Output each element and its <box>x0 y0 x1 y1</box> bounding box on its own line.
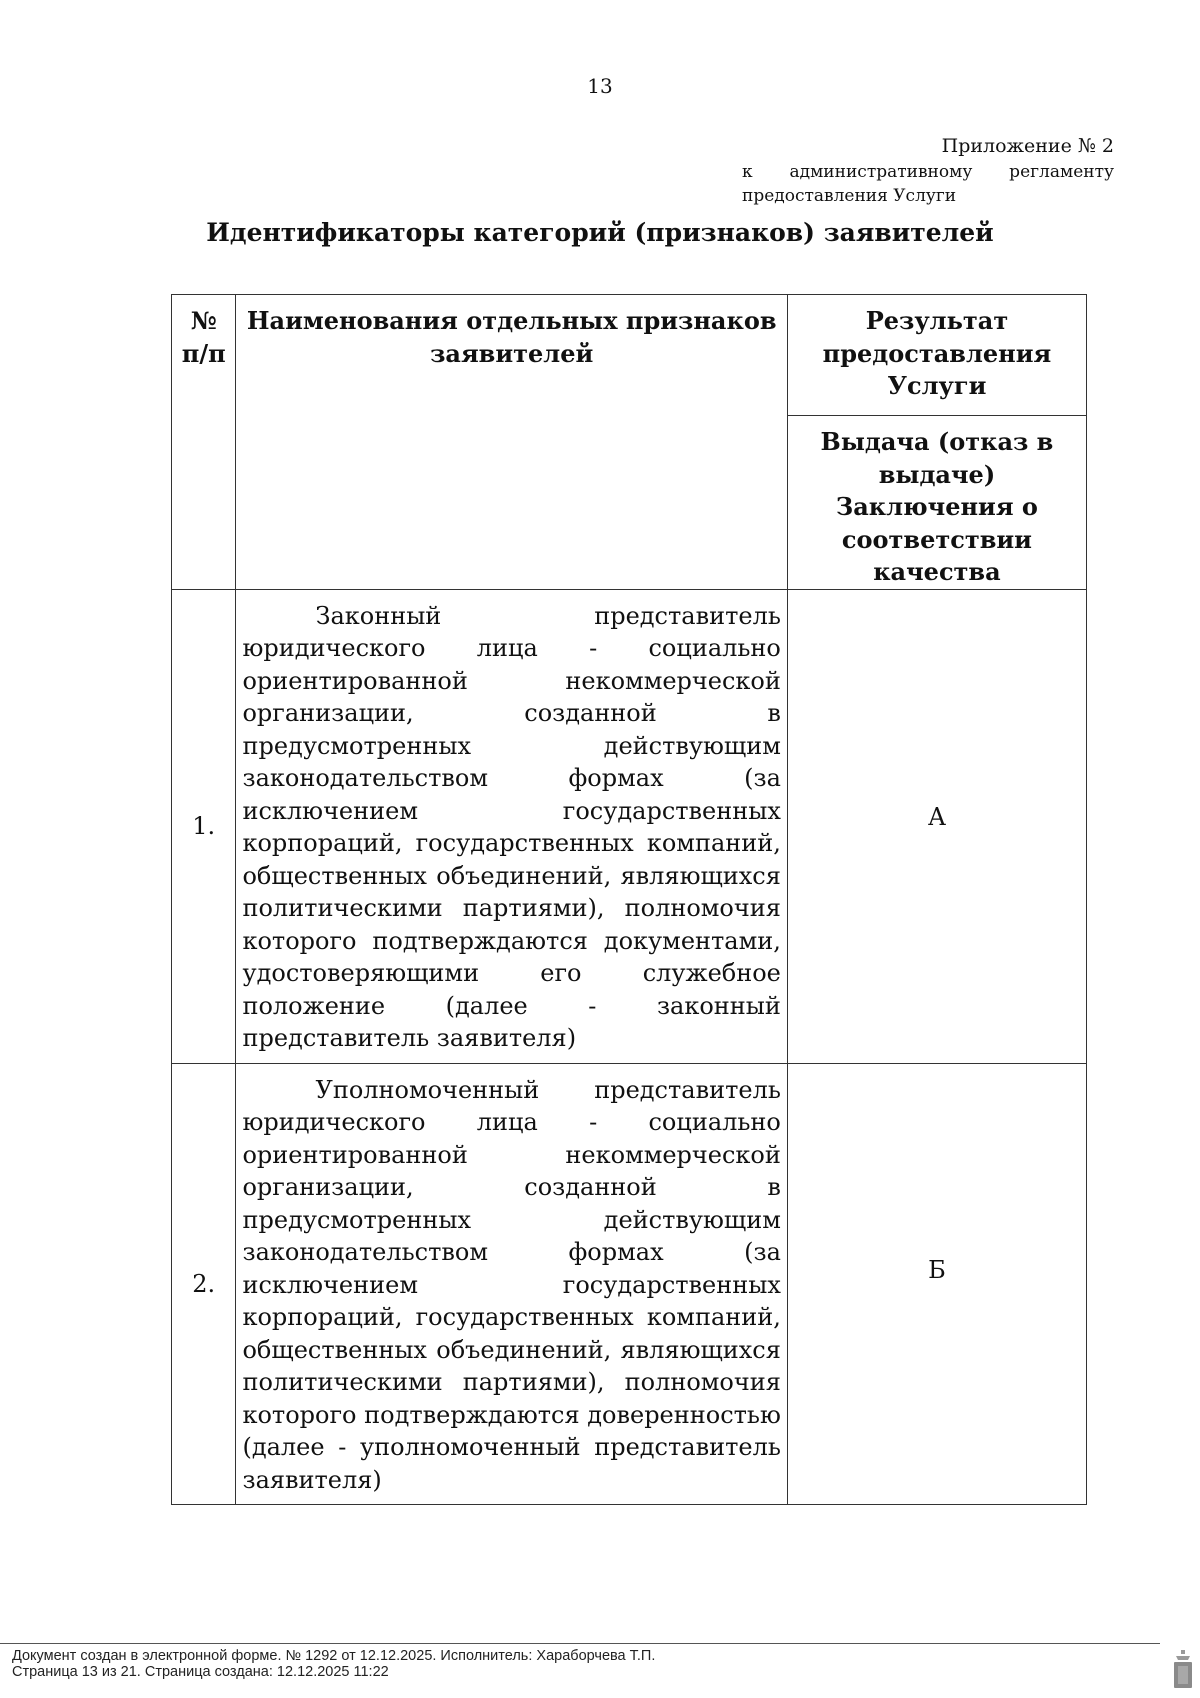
appendix-line-1: к административному регламенту <box>742 162 1114 182</box>
header-issue-line-1: Выдача (отказ в <box>820 427 1054 456</box>
description-line: законодательством формах (за <box>242 764 781 792</box>
table-row <box>172 1063 1087 1505</box>
description-line: представитель заявителя) <box>242 1024 577 1052</box>
description-line: Законный представитель <box>315 601 781 630</box>
header-result-line-1: Результат <box>865 306 1009 335</box>
description-line: ориентированной некоммерческой <box>242 666 781 695</box>
emblem-icon <box>1172 1648 1194 1690</box>
description-line: организации, созданной в <box>242 699 781 727</box>
description-line: предусмотренных действующим <box>242 731 781 760</box>
description-line: юридического лица - социально <box>242 1108 781 1136</box>
header-result <box>787 295 1086 416</box>
footer-line-2: Страница 13 из 21. Страница создана: 12.12.2025 11:22 <box>12 1664 389 1680</box>
description-line: удостоверяющими его служебное <box>242 959 781 987</box>
appendix-title: Приложение № 2 <box>941 135 1114 157</box>
header-name <box>236 295 787 590</box>
description-line: исключением государственных <box>242 1270 781 1299</box>
footer-divider <box>0 1643 1160 1644</box>
row-number: 2. <box>172 1063 236 1505</box>
page-number: 13 <box>587 74 613 98</box>
applicant-categories-table <box>171 294 1087 1505</box>
description-line: корпораций, государственных компаний, <box>242 1303 781 1331</box>
header-number <box>172 295 236 590</box>
description-line: общественных объединений, являющихся <box>242 861 781 890</box>
description-line: Уполномоченный представитель <box>315 1075 781 1104</box>
description-line: политическими партиями), полномочия <box>242 1368 781 1396</box>
row-description <box>236 589 787 1063</box>
table-header-row <box>172 295 1087 416</box>
header-result-line-3: Услуги <box>887 371 987 400</box>
document-title: Идентификаторы категорий (признаков) заявителей <box>206 218 994 247</box>
header-issue-line-3: соответствии качества <box>841 524 1032 586</box>
description-line: ориентированной некоммерческой <box>242 1140 781 1169</box>
description-line: которого подтверждаются доверенностью <box>242 1400 781 1429</box>
header-number-line-1: № <box>190 306 217 335</box>
appendix-line-2: предоставления Услуги <box>742 186 957 206</box>
description-line: положение (далее - законный <box>242 991 781 1020</box>
description-line: корпораций, государственных компаний, <box>242 829 781 857</box>
description-line: которого подтверждаются документами, <box>242 926 781 955</box>
description-line: организации, созданной в <box>242 1173 781 1201</box>
header-number-line-2: п/п <box>181 338 226 368</box>
header-name-line-1: Наименования отдельных признаков <box>246 306 777 335</box>
description-line: предусмотренных действующим <box>242 1205 781 1234</box>
header-result-line-2: предоставления <box>822 338 1052 368</box>
header-issue <box>787 416 1086 590</box>
header-name-line-2: заявителей <box>430 338 594 368</box>
header-issue-line-2: выдаче) Заключения о <box>835 459 1038 521</box>
description-line: общественных объединений, являющихся <box>242 1335 781 1364</box>
row-description <box>236 1063 787 1505</box>
footer-line-1: Документ создан в электронной форме. № 1292 от 12.12.2025. Исполнитель: Хараборчева Т.П. <box>12 1648 656 1664</box>
row-number: 1. <box>172 589 236 1063</box>
description-line: законодательством формах (за <box>242 1238 781 1266</box>
appendix-note <box>742 132 1114 208</box>
table-row <box>172 589 1087 1063</box>
row-result: А <box>787 589 1086 1063</box>
description-line: исключением государственных <box>242 796 781 825</box>
description-line: юридического лица - социально <box>242 634 781 662</box>
document-footer <box>12 1648 655 1680</box>
description-line: заявителя) <box>242 1465 382 1494</box>
description-line: (далее - уполномоченный представитель <box>242 1433 781 1461</box>
description-line: политическими партиями), полномочия <box>242 894 781 922</box>
row-result: Б <box>787 1063 1086 1505</box>
